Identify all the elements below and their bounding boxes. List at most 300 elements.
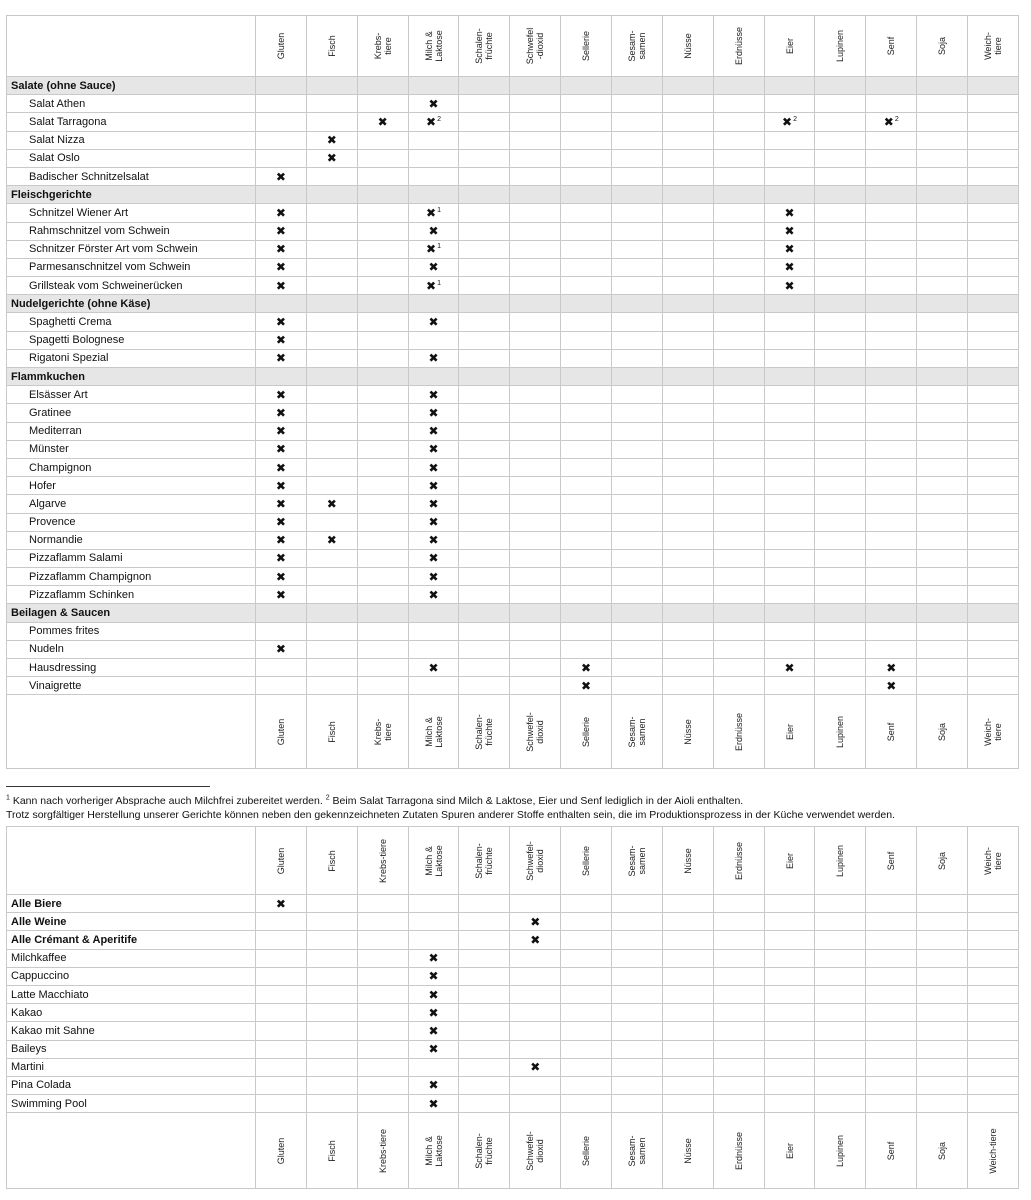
- allergen-cell: [459, 240, 510, 258]
- allergen-cell: [713, 895, 764, 913]
- footnote-rule: [6, 786, 210, 787]
- allergen-cell: [917, 240, 968, 258]
- cross-mark-icon: ✖: [275, 260, 286, 275]
- allergen-label: Krebs-tiere: [377, 838, 388, 883]
- allergen-cell: [459, 931, 510, 949]
- allergen-cell: [510, 95, 561, 113]
- allergen-label: Soja: [937, 722, 948, 741]
- allergen-cell: [662, 1040, 713, 1058]
- allergen-cell: [357, 149, 408, 167]
- allergen-cell: [510, 131, 561, 149]
- allergen-cell: [306, 167, 357, 185]
- allergen-cell: [968, 659, 1019, 677]
- row-label: Schnitzel Wiener Art: [7, 204, 256, 222]
- food-bottom-allergen-header: [408, 695, 459, 769]
- allergen-cell: [408, 513, 459, 531]
- cross-mark-icon: ✖: [428, 1005, 439, 1020]
- allergen-cell: [764, 204, 815, 222]
- allergen-cell: [612, 258, 663, 276]
- cross-mark-icon: ✖: [275, 224, 286, 239]
- cross-mark-icon: ✖: [784, 205, 795, 220]
- allergen-cell: [968, 204, 1019, 222]
- allergen-cell: [510, 349, 561, 367]
- allergen-cell: [306, 404, 357, 422]
- allergen-cell: [713, 985, 764, 1003]
- allergen-cell: [408, 458, 459, 476]
- section-header-row: [7, 604, 1019, 622]
- allergen-cell: [764, 549, 815, 567]
- allergen-cell: [357, 949, 408, 967]
- allergen-cell: [662, 677, 713, 695]
- section-cell: [662, 368, 713, 386]
- allergen-label: Eier: [784, 37, 795, 55]
- allergen-cell: [713, 549, 764, 567]
- allergen-cell: [866, 240, 917, 258]
- allergen-cell: [866, 204, 917, 222]
- food-bottom-allergen-header: [459, 695, 510, 769]
- allergen-cell: [764, 640, 815, 658]
- allergen-cell: [815, 549, 866, 567]
- allergen-cell: [866, 1076, 917, 1094]
- allergen-cell: [256, 949, 307, 967]
- allergen-cell: [306, 531, 357, 549]
- allergen-cell: [968, 640, 1019, 658]
- allergen-cell: [968, 458, 1019, 476]
- allergen-cell: [713, 677, 764, 695]
- allergen-cell: [612, 1058, 663, 1076]
- allergen-cell: [815, 277, 866, 295]
- allergen-cell: [866, 258, 917, 276]
- table-row: [7, 313, 1019, 331]
- allergen-cell: [408, 659, 459, 677]
- allergen-cell: [459, 895, 510, 913]
- food-footer-row: [7, 695, 1019, 769]
- row-label: Pizzaflamm Schinken: [7, 586, 256, 604]
- allergen-cell: [612, 1022, 663, 1040]
- allergen-cell: [866, 131, 917, 149]
- allergen-label: Soja: [937, 36, 948, 56]
- section-cell: [968, 77, 1019, 95]
- allergen-cell: [866, 677, 917, 695]
- allergen-cell: [256, 240, 307, 258]
- table-row: [7, 1040, 1019, 1058]
- food-allergen-header: [612, 16, 663, 77]
- allergen-cell: [968, 1058, 1019, 1076]
- allergen-cell: [459, 422, 510, 440]
- allergen-cell: [306, 659, 357, 677]
- allergen-cell: [866, 149, 917, 167]
- allergen-cell: [561, 258, 612, 276]
- allergen-cell: [968, 349, 1019, 367]
- allergen-cell: [306, 640, 357, 658]
- allergen-cell: [662, 131, 713, 149]
- allergen-label: Lupinen: [835, 844, 846, 877]
- allergen-cell: [612, 913, 663, 931]
- allergen-label: Schwefel- dioxid: [525, 712, 546, 752]
- allergen-cell: [866, 404, 917, 422]
- allergen-cell: [357, 277, 408, 295]
- footnote-marker-2: 2: [325, 794, 330, 802]
- allergen-cell: [764, 113, 815, 131]
- allergen-cell: [764, 240, 815, 258]
- allergen-cell: [306, 277, 357, 295]
- allergen-cell: [713, 277, 764, 295]
- allergen-cell: [357, 131, 408, 149]
- allergen-cell: [815, 149, 866, 167]
- allergen-cell: [612, 568, 663, 586]
- allergen-cell: [408, 167, 459, 185]
- table-row: [7, 1022, 1019, 1040]
- allergen-cell: [357, 222, 408, 240]
- allergen-cell: [357, 349, 408, 367]
- allergen-cell: [815, 477, 866, 495]
- allergen-cell: [561, 386, 612, 404]
- allergen-cell: [306, 131, 357, 149]
- allergen-cell: [764, 131, 815, 149]
- allergen-cell: [713, 622, 764, 640]
- section-cell: [459, 368, 510, 386]
- row-label: Vinaigrette: [7, 677, 256, 695]
- allergen-cell: [510, 440, 561, 458]
- allergen-cell: [561, 349, 612, 367]
- allergen-cell: [968, 422, 1019, 440]
- allergen-cell: [459, 949, 510, 967]
- allergen-cell: [306, 931, 357, 949]
- allergen-cell: [510, 404, 561, 422]
- food-bottom-allergen-header: [357, 695, 408, 769]
- allergen-cell: [306, 568, 357, 586]
- allergen-label: Erdnüsse: [733, 1131, 744, 1170]
- allergen-cell: [561, 622, 612, 640]
- allergen-cell: [866, 622, 917, 640]
- allergen-cell: [968, 131, 1019, 149]
- food-allergen-header: [561, 16, 612, 77]
- section-title: Flammkuchen: [7, 368, 256, 386]
- cross-mark-icon: ✖: [428, 533, 439, 548]
- allergen-cell: [815, 586, 866, 604]
- food-bottom-allergen-header: [968, 695, 1019, 769]
- allergen-cell: [713, 1076, 764, 1094]
- drinks-allergen-table: [6, 826, 1019, 1189]
- allergen-cell: [459, 113, 510, 131]
- allergen-cell: [306, 895, 357, 913]
- allergen-cell: [357, 895, 408, 913]
- cross-mark-icon: ✖: [275, 442, 286, 457]
- allergen-cell: [662, 1058, 713, 1076]
- allergen-cell: [713, 95, 764, 113]
- allergen-cell: [968, 222, 1019, 240]
- allergen-cell: [917, 131, 968, 149]
- allergen-cell: [713, 513, 764, 531]
- allergen-cell: [459, 677, 510, 695]
- section-cell: [256, 186, 307, 204]
- section-cell: [968, 368, 1019, 386]
- drinks-bottom-allergen-header: [561, 1113, 612, 1189]
- allergen-cell: [764, 404, 815, 422]
- allergen-cell: [713, 1022, 764, 1040]
- allergen-cell: [662, 949, 713, 967]
- row-label: Normandie: [7, 531, 256, 549]
- allergen-cell: [561, 1040, 612, 1058]
- allergen-cell: [713, 349, 764, 367]
- allergen-cell: [612, 313, 663, 331]
- allergen-cell: [459, 386, 510, 404]
- allergen-cell: [510, 386, 561, 404]
- allergen-cell: [968, 622, 1019, 640]
- allergen-label: Senf: [886, 851, 897, 870]
- section-cell: [510, 604, 561, 622]
- allergen-cell: [764, 349, 815, 367]
- allergen-cell: [459, 440, 510, 458]
- allergen-cell: [357, 404, 408, 422]
- allergen-cell: [612, 1095, 663, 1113]
- allergen-cell: [459, 331, 510, 349]
- allergen-cell: [408, 913, 459, 931]
- section-cell: [612, 295, 663, 313]
- allergen-cell: [764, 949, 815, 967]
- allergen-label: Krebs-tiere: [377, 1128, 388, 1173]
- allergen-cell: [256, 495, 307, 513]
- allergen-cell: [866, 531, 917, 549]
- allergen-cell: [612, 949, 663, 967]
- allergen-cell: [408, 1040, 459, 1058]
- section-cell: [357, 77, 408, 95]
- allergen-cell: [256, 313, 307, 331]
- allergen-cell: [968, 495, 1019, 513]
- allergen-cell: [764, 586, 815, 604]
- cross-mark-icon: ✖: [275, 424, 286, 439]
- allergen-label: Schwefel -dioxid: [525, 27, 546, 65]
- allergen-cell: [408, 204, 459, 222]
- table-row: [7, 495, 1019, 513]
- allergen-cell: [306, 240, 357, 258]
- allergen-cell: [917, 622, 968, 640]
- cross-mark-icon: ✖: [428, 315, 439, 330]
- drinks-corner-cell: [7, 827, 256, 895]
- allergen-cell: [866, 568, 917, 586]
- allergen-cell: [815, 531, 866, 549]
- allergen-cell: [713, 1040, 764, 1058]
- allergen-cell: [459, 513, 510, 531]
- drinks-allergen-header: [713, 827, 764, 895]
- allergen-cell: [561, 422, 612, 440]
- allergen-cell: [917, 1004, 968, 1022]
- table-row: [7, 985, 1019, 1003]
- row-label: Algarve: [7, 495, 256, 513]
- allergen-cell: [662, 167, 713, 185]
- allergen-cell: [256, 1040, 307, 1058]
- food-allergen-header: [357, 16, 408, 77]
- allergen-cell: [815, 1058, 866, 1076]
- allergen-cell: [357, 1022, 408, 1040]
- allergen-cell: [917, 586, 968, 604]
- allergen-cell: [306, 622, 357, 640]
- allergen-cell: [968, 1095, 1019, 1113]
- drinks-bottom-allergen-header: [408, 1113, 459, 1189]
- allergen-cell: [256, 95, 307, 113]
- allergen-cell: [510, 985, 561, 1003]
- section-cell: [306, 77, 357, 95]
- allergen-cell: [408, 349, 459, 367]
- allergen-cell: [408, 386, 459, 404]
- allergen-cell: [408, 568, 459, 586]
- allergen-cell: [459, 913, 510, 931]
- allergen-cell: [815, 222, 866, 240]
- allergen-cell: [561, 1004, 612, 1022]
- allergen-cell: [357, 240, 408, 258]
- allergen-cell: [612, 440, 663, 458]
- allergen-cell: [815, 1076, 866, 1094]
- allergen-cell: [866, 967, 917, 985]
- allergen-cell: [815, 349, 866, 367]
- section-cell: [917, 604, 968, 622]
- cross-mark-icon: ✖: [428, 405, 439, 420]
- allergen-cell: [662, 531, 713, 549]
- allergen-cell: [256, 258, 307, 276]
- allergen-cell: [510, 1058, 561, 1076]
- row-label: Provence: [7, 513, 256, 531]
- allergen-cell: [256, 622, 307, 640]
- allergen-cell: [764, 422, 815, 440]
- allergen-cell: [408, 495, 459, 513]
- section-cell: [866, 186, 917, 204]
- allergen-cell: [408, 985, 459, 1003]
- allergen-cell: [815, 913, 866, 931]
- allergen-cell: [866, 1058, 917, 1076]
- allergen-label: Milch & Laktose: [423, 716, 444, 748]
- section-cell: [764, 604, 815, 622]
- allergen-cell: [459, 1004, 510, 1022]
- allergen-cell: [459, 204, 510, 222]
- allergen-cell: [662, 331, 713, 349]
- section-header-row: [7, 186, 1019, 204]
- drinks-bottom-allergen-header: [968, 1113, 1019, 1189]
- allergen-cell: [459, 167, 510, 185]
- allergen-cell: [561, 549, 612, 567]
- table-row: [7, 677, 1019, 695]
- allergen-cell: [815, 895, 866, 913]
- allergen-cell: [459, 277, 510, 295]
- section-header-row: [7, 77, 1019, 95]
- allergen-cell: [408, 331, 459, 349]
- allergen-cell: [256, 1095, 307, 1113]
- allergen-cell: [561, 495, 612, 513]
- allergen-label: Erdnüsse: [733, 712, 744, 751]
- allergen-cell: [815, 240, 866, 258]
- food-bottom-allergen-header: [612, 695, 663, 769]
- row-label: Badischer Schnitzelsalat: [7, 167, 256, 185]
- table-row: [7, 1076, 1019, 1094]
- allergen-cell: [510, 477, 561, 495]
- table-row: [7, 113, 1019, 131]
- allergen-cell: [917, 640, 968, 658]
- cross-mark-icon: ✖: [428, 496, 439, 511]
- table-row: [7, 1095, 1019, 1113]
- allergen-cell: [306, 258, 357, 276]
- allergen-cell: [612, 1076, 663, 1094]
- allergen-cell: [256, 331, 307, 349]
- drinks-bottom-allergen-header: [306, 1113, 357, 1189]
- allergen-cell: [459, 349, 510, 367]
- allergen-cell: [612, 586, 663, 604]
- allergen-cell: [408, 895, 459, 913]
- drinks-allergen-header: [256, 827, 307, 895]
- allergen-cell: [662, 313, 713, 331]
- allergen-cell: [357, 549, 408, 567]
- allergen-cell: [408, 440, 459, 458]
- allergen-cell: [306, 677, 357, 695]
- allergen-cell: [662, 149, 713, 167]
- allergen-cell: [713, 967, 764, 985]
- allergen-cell: [561, 640, 612, 658]
- allergen-cell: [662, 458, 713, 476]
- row-label: Rigatoni Spezial: [7, 349, 256, 367]
- allergen-cell: [256, 586, 307, 604]
- allergen-cell: [917, 913, 968, 931]
- allergen-cell: [968, 258, 1019, 276]
- cross-mark-icon: ✖: [428, 478, 439, 493]
- allergen-cell: [561, 513, 612, 531]
- row-label: Alle Biere: [7, 895, 256, 913]
- food-bottom-corner-cell: [7, 695, 256, 769]
- section-cell: [612, 77, 663, 95]
- allergen-cell: [256, 386, 307, 404]
- allergen-cell: [662, 386, 713, 404]
- allergen-cell: [510, 422, 561, 440]
- cross-mark-icon: ✖: [428, 424, 439, 439]
- cross-mark-icon: ✖: [426, 278, 437, 293]
- allergen-cell: [256, 422, 307, 440]
- allergen-cell: [968, 277, 1019, 295]
- allergen-cell: [815, 949, 866, 967]
- allergen-cell: [662, 1076, 713, 1094]
- cross-mark-icon: ✖: [428, 442, 439, 457]
- allergen-cell: [968, 513, 1019, 531]
- allergen-cell: [306, 95, 357, 113]
- allergen-cell: [764, 1004, 815, 1022]
- cross-mark-icon: ✖: [275, 460, 286, 475]
- food-bottom-allergen-header: [713, 695, 764, 769]
- food-header-row: [7, 16, 1019, 77]
- section-cell: [968, 295, 1019, 313]
- allergen-cell: [561, 477, 612, 495]
- cross-mark-icon: ✖: [275, 205, 286, 220]
- allergen-cell: [815, 458, 866, 476]
- allergen-cell: [510, 113, 561, 131]
- allergen-cell: [510, 277, 561, 295]
- allergen-cell: [713, 167, 764, 185]
- allergen-cell: [306, 331, 357, 349]
- allergen-label: Milch & Laktose: [423, 30, 444, 62]
- allergen-cell: [408, 586, 459, 604]
- allergen-label: Nüsse: [682, 847, 693, 874]
- allergen-cell: [968, 677, 1019, 695]
- allergen-cell: [408, 313, 459, 331]
- allergen-cell: [510, 331, 561, 349]
- allergen-cell: [866, 1095, 917, 1113]
- allergen-cell: [815, 404, 866, 422]
- allergen-cell: [561, 404, 612, 422]
- cross-mark-icon: ✖: [530, 1060, 541, 1075]
- allergen-cell: [764, 531, 815, 549]
- allergen-cell: [459, 622, 510, 640]
- section-cell: [561, 604, 612, 622]
- food-allergen-header: [306, 16, 357, 77]
- cross-mark-icon: ✖: [275, 587, 286, 602]
- allergen-cell: [408, 95, 459, 113]
- drinks-allergen-header: [306, 827, 357, 895]
- allergen-cell: [357, 386, 408, 404]
